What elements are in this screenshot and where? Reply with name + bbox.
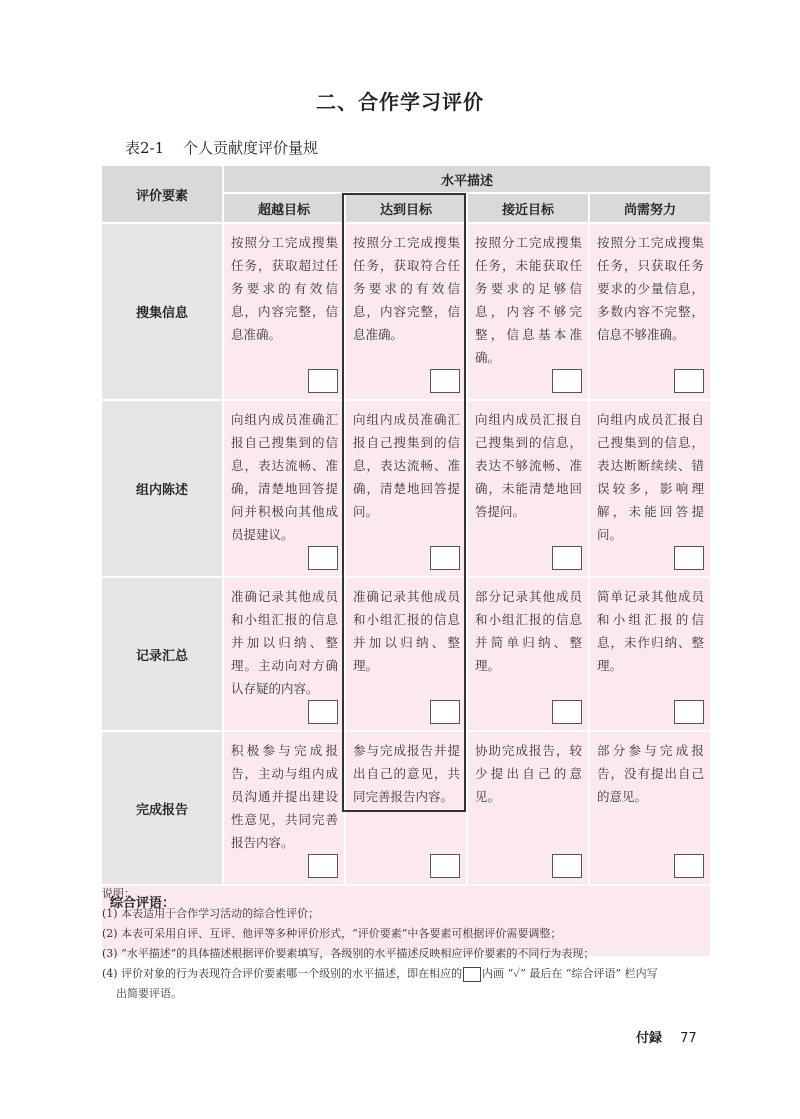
note-item: (2) 本表可采用自评、互评、他评等多种评价形式，“评价要素”中各要素可根据评价需要调整； — [102, 927, 562, 940]
check-box[interactable] — [674, 546, 704, 570]
note-item-text: (4) 评价对象的行为表现符合评价要素哪一个级别的水平描述，即在相应的 — [102, 967, 463, 980]
page-number: 77 — [680, 1031, 697, 1046]
check-box[interactable] — [674, 369, 704, 393]
check-box[interactable] — [430, 369, 460, 393]
description-cell — [345, 577, 467, 731]
criterion-label: 记录汇总 — [101, 577, 223, 731]
note-item: (1) 本表适用于合作学习活动的综合性评价； — [102, 907, 320, 920]
check-box[interactable] — [674, 700, 704, 724]
description-cell — [467, 223, 589, 400]
description-cell — [467, 577, 589, 731]
description-cell — [223, 400, 345, 577]
section-label: 付録 — [636, 1031, 663, 1046]
note-item-text: 内画 “✓” 最后在 “综合评语” 栏内写 — [482, 967, 658, 980]
check-box[interactable] — [430, 700, 460, 724]
check-box[interactable] — [308, 854, 338, 878]
check-box[interactable] — [552, 854, 582, 878]
evaluation-rubric-table — [100, 164, 712, 958]
criterion-label: 搜集信息 — [101, 223, 223, 400]
table-row — [101, 577, 711, 731]
description-text: 按照分工完成搜集任务，获取符合任务要求的有效信息，内容完整，信息准确。 — [353, 235, 460, 342]
description-cell — [589, 577, 711, 731]
description-cell — [223, 223, 345, 400]
description-text: 简单记录其他成员和小组汇报的信息，未作归纳、整理。 — [597, 589, 705, 673]
criterion-label: 完成报告 — [101, 731, 223, 885]
table-row — [101, 400, 711, 577]
table-caption — [125, 137, 318, 158]
description-text: 向组内成员准确汇报自己搜集到的信息，表达流畅、准确，清楚地回答提问并积极向其他成员提建议。 — [231, 412, 338, 542]
description-cell — [589, 400, 711, 577]
note-item — [102, 964, 712, 984]
check-box[interactable] — [308, 369, 338, 393]
description-cell — [345, 400, 467, 577]
check-box[interactable] — [430, 546, 460, 570]
description-text: 按照分工完成搜集任务，只获取任务要求的少量信息，多数内容不完整，信息不够准确。 — [597, 235, 705, 342]
page-footer — [636, 1027, 697, 1046]
level-header: 达到目标 — [345, 193, 467, 223]
description-text: 向组内成员汇报自己搜集到的信息，表达不够流畅、准确，未能清楚地回答提问。 — [475, 412, 582, 519]
note-item-continuation: 出简要评语。 — [116, 987, 182, 1000]
description-cell — [223, 731, 345, 885]
description-text: 向组内成员准确汇报自己搜集到的信息，表达流畅、准确，清楚地回答提问。 — [353, 412, 460, 519]
notes-section — [102, 884, 712, 1004]
check-box[interactable] — [430, 854, 460, 878]
table-row — [101, 223, 711, 400]
table-title: 个人贡献度评价量规 — [182, 139, 318, 157]
description-cell — [345, 223, 467, 400]
description-text: 积极参与完成报告，主动与组内成员沟通并提出建设性意见，共同完善报告内容。 — [231, 743, 338, 850]
note-item: (3) “水平描述”的具体描述根据评价要素填写，各级别的水平描述反映相应评价要素的不同行为表现； — [102, 947, 595, 960]
check-box[interactable] — [674, 854, 704, 878]
description-text: 向组内成员汇报自己搜集到的信息，表达断断续续、错误较多，影响理解，未能回答提问。 — [597, 412, 705, 542]
check-box[interactable] — [308, 546, 338, 570]
description-cell — [467, 400, 589, 577]
description-cell — [589, 731, 711, 885]
description-cell — [467, 731, 589, 885]
description-text: 部分记录其他成员和小组汇报的信息并简单归纳、整理。 — [475, 589, 582, 673]
check-box[interactable] — [552, 369, 582, 393]
table-row — [101, 731, 711, 885]
page-title: 二、合作学习评价 — [316, 90, 484, 114]
description-text: 按照分工完成搜集任务，获取超过任务要求的有效信息，内容完整，信息准确。 — [231, 235, 338, 342]
level-group-header: 水平描述 — [223, 165, 711, 193]
summary-label: 综合评语： — [110, 896, 176, 911]
description-text: 部分参与完成报告，没有提出自己的意见。 — [597, 743, 705, 804]
level-header: 尚需努力 — [589, 193, 711, 223]
level-header: 超越目标 — [223, 193, 345, 223]
notes-heading: 说明： — [102, 887, 135, 900]
criteria-header: 评价要素 — [101, 165, 223, 223]
check-box[interactable] — [552, 546, 582, 570]
criterion-label: 组内陈述 — [101, 400, 223, 577]
description-text: 参与完成报告并提出自己的意见，共同完善报告内容。 — [353, 743, 460, 804]
description-text: 准确记录其他成员和小组汇报的信息并加以归纳、整理。 — [353, 589, 460, 673]
description-text: 按照分工完成搜集任务，未能获取任务要求的足够信息，内容不够完整，信息基本准确。 — [475, 235, 582, 365]
description-cell — [223, 577, 345, 731]
description-cell — [345, 731, 467, 885]
description-text: 协助完成报告，较少提出自己的意见。 — [475, 743, 582, 804]
inline-box-icon — [463, 967, 481, 982]
description-text: 准确记录其他成员和小组汇报的信息并加以归纳、整理。主动向对方确认存疑的内容。 — [231, 589, 338, 696]
description-cell — [589, 223, 711, 400]
check-box[interactable] — [308, 700, 338, 724]
check-box[interactable] — [552, 700, 582, 724]
level-header: 接近目标 — [467, 193, 589, 223]
table-number: 表2-1 — [125, 139, 165, 157]
